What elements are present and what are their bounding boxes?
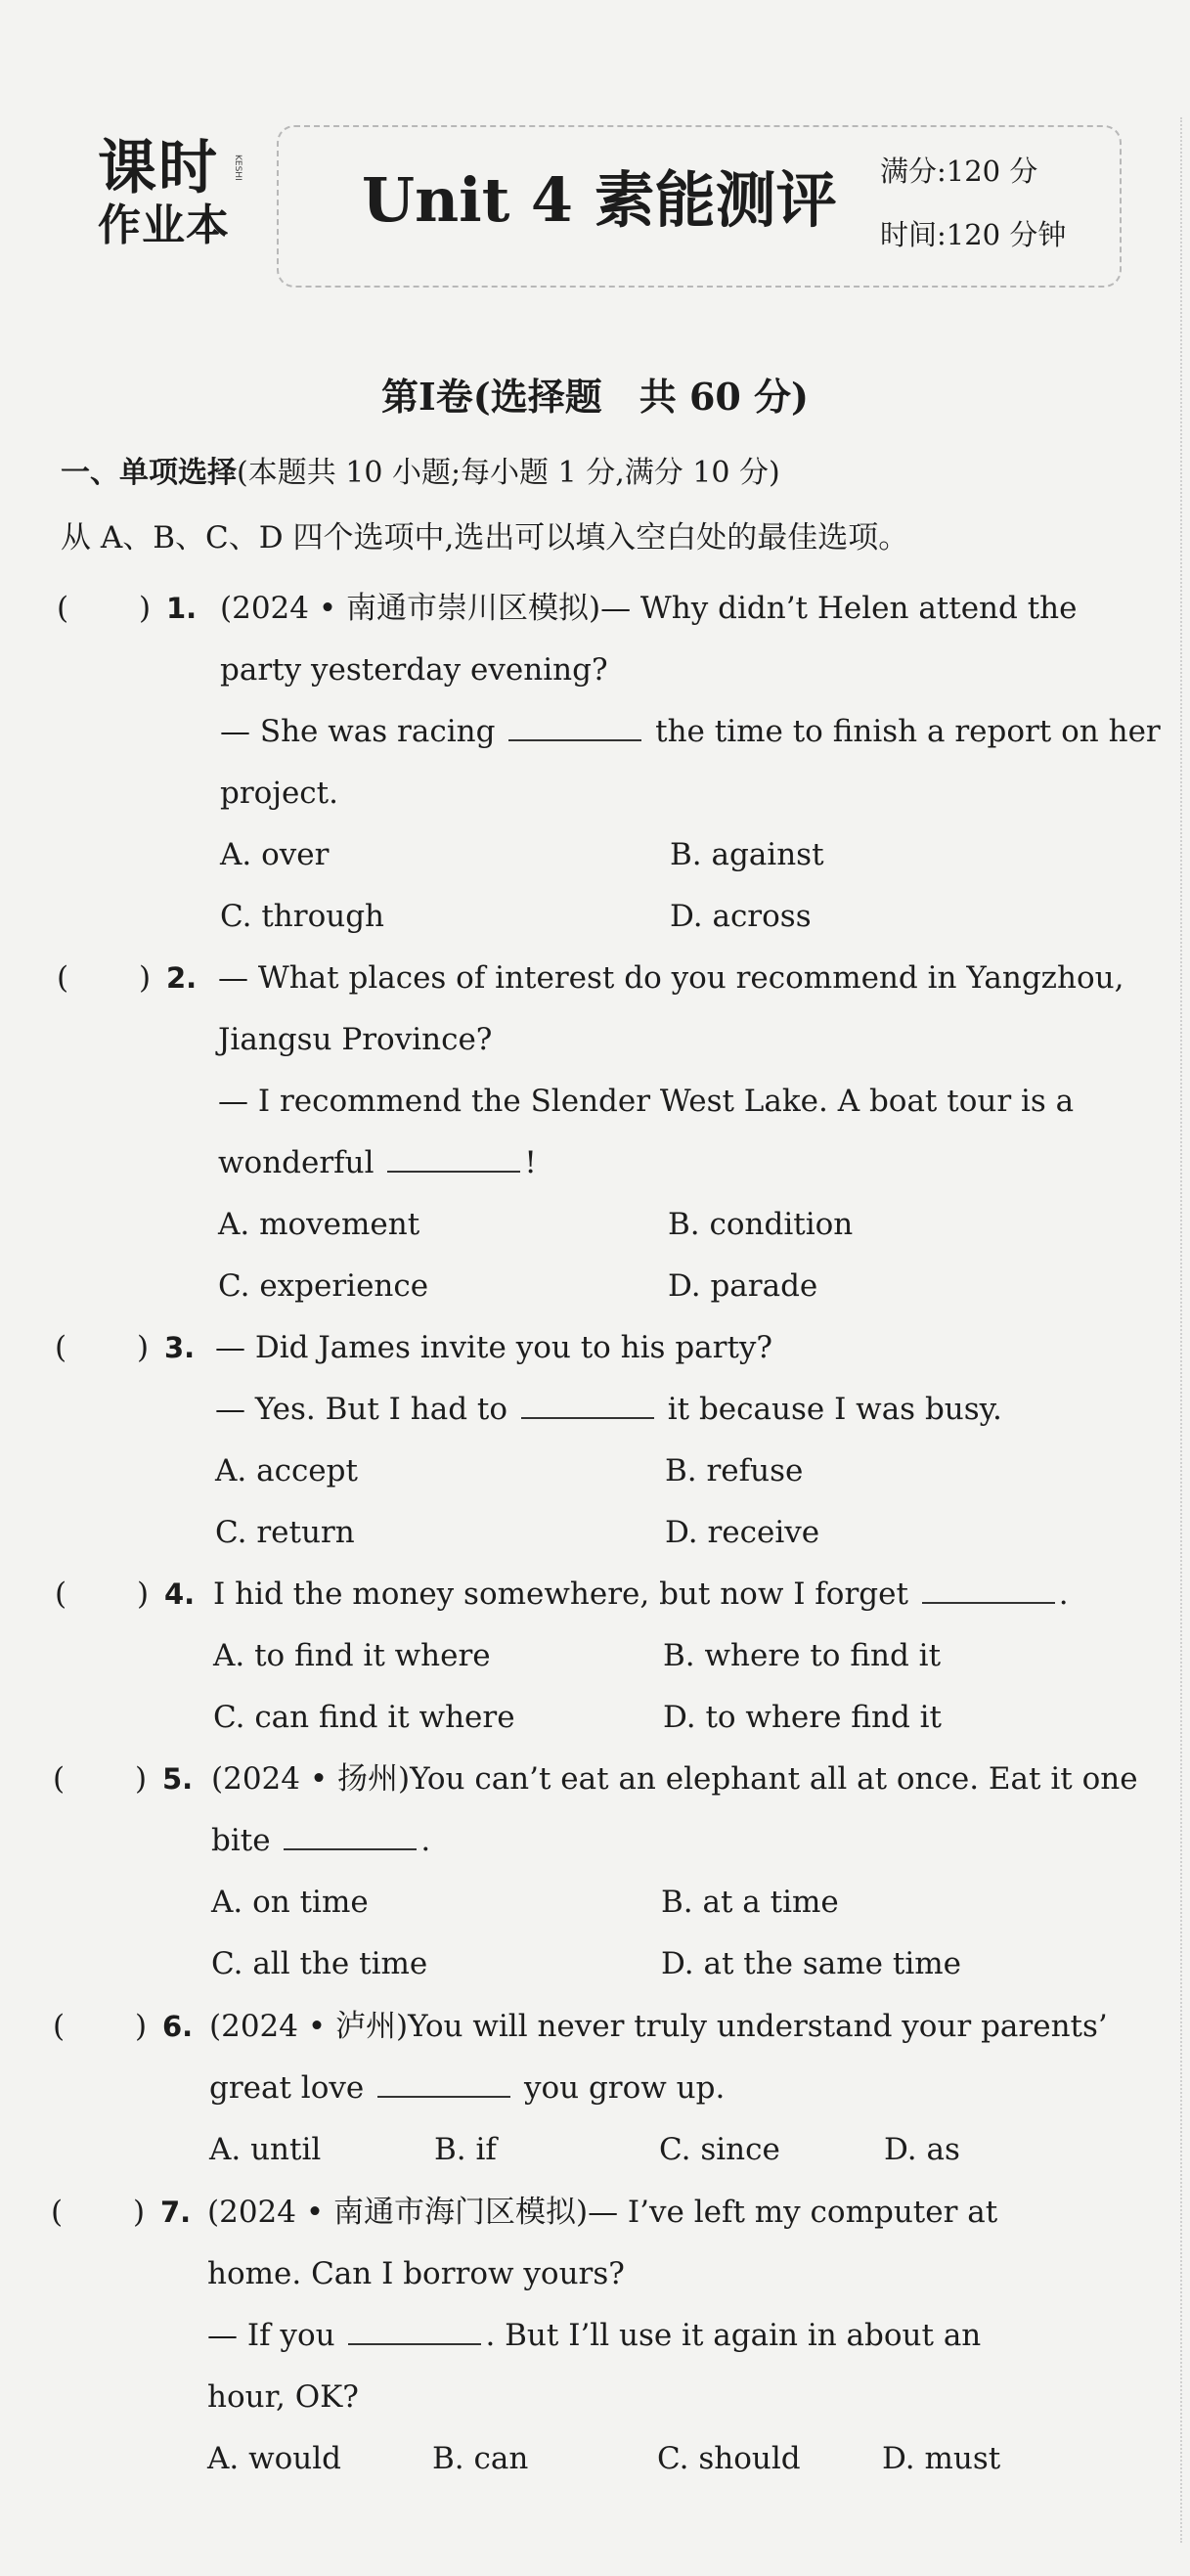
question-text-line: — Did James invite you to his party? xyxy=(215,1330,773,1365)
question-text-line: bite . xyxy=(211,1823,431,1858)
option-c[interactable]: C. through xyxy=(220,899,385,934)
option-c[interactable]: C. can find it where xyxy=(213,1700,515,1735)
option-b[interactable]: B. condition xyxy=(668,1207,854,1242)
answer-blank[interactable] xyxy=(922,1575,1055,1604)
full-marks-label: 满分:120 分 xyxy=(880,155,1038,188)
option-d[interactable]: D. across xyxy=(670,899,812,934)
question-text-line: Jiangsu Province? xyxy=(218,1022,493,1057)
option-d[interactable]: D. at the same time xyxy=(661,1946,961,1981)
part-heading-bold: 一、单项选择 xyxy=(61,456,237,490)
page-title: Unit 4 素能测评 xyxy=(362,164,837,236)
option-d[interactable]: D. as xyxy=(884,2132,960,2167)
instructions: 从 A、B、C、D 四个选项中,选出可以填入空白处的最佳选项。 xyxy=(61,520,909,555)
answer-blank[interactable] xyxy=(377,2068,510,2098)
option-b[interactable]: B. refuse xyxy=(665,1453,804,1488)
option-b[interactable]: B. if xyxy=(434,2132,497,2167)
question-number: 5. xyxy=(162,1762,194,1796)
question-text-line: — She was racing the time to finish a report on her xyxy=(220,714,1161,749)
page-edge-line xyxy=(1178,117,1182,2543)
question-number: 2. xyxy=(166,961,198,995)
answer-blank[interactable] xyxy=(387,1143,520,1173)
option-b[interactable]: B. where to find it xyxy=(663,1638,942,1673)
question-number: 6. xyxy=(162,2010,194,2043)
question-text-line: — I recommend the Slender West Lake. A boat tour is a xyxy=(218,1084,1075,1119)
part-heading xyxy=(61,452,780,495)
option-d[interactable]: D. receive xyxy=(665,1515,820,1550)
option-c[interactable]: C. should xyxy=(657,2441,801,2476)
option-c[interactable]: C. experience xyxy=(218,1268,429,1304)
question-text-line: hour, OK? xyxy=(207,2379,359,2415)
logo-line-2: 作业本 xyxy=(98,200,230,250)
option-d[interactable]: D. to where find it xyxy=(663,1700,943,1735)
option-a[interactable]: A. accept xyxy=(215,1453,358,1488)
question-text-line: party yesterday evening? xyxy=(220,652,608,688)
publisher-logo xyxy=(98,134,254,264)
option-a[interactable]: A. on time xyxy=(211,1885,369,1920)
answer-blank[interactable] xyxy=(348,2316,481,2345)
question-text-line: (2024 • 泸州)You will never truly understand your parents’ xyxy=(209,2009,1108,2044)
option-a[interactable]: A. would xyxy=(207,2441,342,2476)
part-heading-detail: (本题共 10 小题;每小题 1 分,满分 10 分) xyxy=(237,456,780,490)
question-text-line: (2024 • 南通市海门区模拟)— I’ve left my computer at xyxy=(207,2195,998,2230)
option-a[interactable]: A. over xyxy=(220,837,330,872)
question-text-line: project. xyxy=(220,776,338,811)
question-number: 7. xyxy=(160,2196,192,2229)
option-a[interactable]: A. to find it where xyxy=(213,1638,491,1673)
worksheet-page: 课时 作业本 KESHI Unit 4 素能测评 满分:120 分 时间:120 分钟 第Ⅰ卷(选择题 共 60 分) 一、单项选择(本题共 10 小题;每小题 1 分,满分 10 分) 从 A、B、C、D 四个选项中,选出可以填入空白处的最佳选项。 ( ) 1. (2024 • 南通市崇川区模拟)— Why didn’t Helen attend the party yesterday evening? — She was racing the time to finish a report on her project. A. over B. against C. through D. across ( ) 2. — What places of interest do you recommend in Yangzhou, Jiangsu Province? — I recommend the Slender West Lake. A boat tour is a wonderful ! A. movement B. condition C. experience D. parade ( ) 3. — Did James invite you to his party? — Yes. But I had to it because I was busy. A. accept B. refuse C. return D. receive ( ) 4. I hid the money somewhere, but now I forget . A. to find it where B. where to find it C. can find it where D. to where find it ( ) 5. (2024 • 扬州)You can’t eat an elephant all at once. Eat it one bite . A. on time B. at a time C. all the time D. at the same time ( ) 6. (2024 • 泸州)You will never truly understand your parents’ great love you grow up. A. until B. if C. since D. as ( ) 7. (2024 • 南通市海门区模拟)— I’ve left my computer at home. Can I borrow yours? — If you . But I’ll use it again in about an hour, OK? A. would B. can C. should D. must xyxy=(0,0,1190,2576)
question-text-line: — If you . But I’ll use it again in about an xyxy=(207,2318,982,2353)
option-b[interactable]: B. at a time xyxy=(661,1885,839,1920)
question-text-line: (2024 • 扬州)You can’t eat an elephant all at once. Eat it one xyxy=(211,1761,1138,1797)
option-b[interactable]: B. can xyxy=(432,2441,529,2476)
option-c[interactable]: C. all the time xyxy=(211,1946,428,1981)
option-c[interactable]: C. return xyxy=(215,1515,355,1550)
question-text-line: (2024 • 南通市崇川区模拟)— Why didn’t Helen attend the xyxy=(220,591,1078,626)
section-title: 第Ⅰ卷(选择题 共 60 分) xyxy=(380,375,810,419)
option-b[interactable]: B. against xyxy=(670,837,824,872)
question-text-line: — Yes. But I had to it because I was busy. xyxy=(215,1392,1002,1427)
logo-small-text: KESHI xyxy=(233,155,242,181)
logo-line-1: 课时 xyxy=(98,134,219,202)
option-d[interactable]: D. parade xyxy=(668,1268,818,1304)
question-number: 4. xyxy=(164,1577,196,1611)
question-text-line: wonderful ! xyxy=(218,1145,537,1180)
question-text-line: home. Can I borrow yours? xyxy=(207,2256,625,2291)
question-text-line: I hid the money somewhere, but now I forget . xyxy=(213,1577,1069,1612)
question-number: 1. xyxy=(166,592,198,625)
time-limit-label: 时间:120 分钟 xyxy=(880,218,1067,251)
question-text-line: — What places of interest do you recommend in Yangzhou, xyxy=(218,960,1124,996)
question-number: 3. xyxy=(164,1331,196,1364)
answer-blank[interactable] xyxy=(508,712,641,741)
answer-blank[interactable] xyxy=(521,1390,654,1419)
answer-blank[interactable] xyxy=(284,1821,417,1850)
option-d[interactable]: D. must xyxy=(882,2441,1001,2476)
option-a[interactable]: A. until xyxy=(209,2132,322,2167)
question-text-line: great love you grow up. xyxy=(209,2070,726,2106)
option-a[interactable]: A. movement xyxy=(218,1207,420,1242)
option-c[interactable]: C. since xyxy=(659,2132,780,2167)
